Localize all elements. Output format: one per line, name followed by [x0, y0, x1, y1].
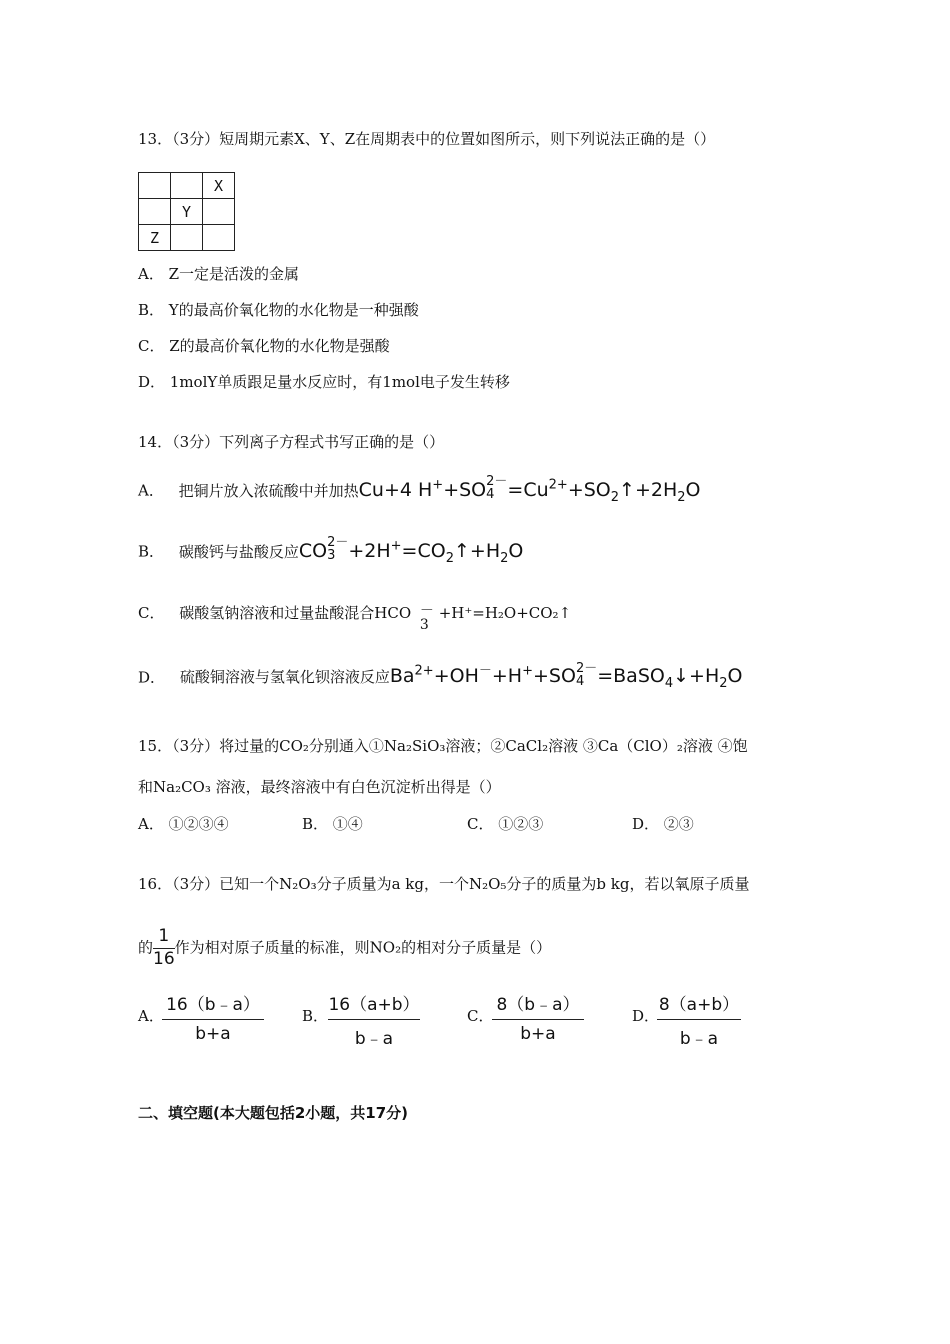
- fraction-1-16: [153, 928, 175, 969]
- q16-option-b-label: B．: [302, 1007, 329, 1025]
- option-text: 碳酸钙与盐酸反应: [178, 542, 299, 561]
- grid-cell-y: Y: [171, 199, 203, 225]
- grid-cell: [139, 173, 171, 199]
- grid-cell: [171, 173, 203, 199]
- q15-option-c: C． ①②③: [467, 815, 544, 833]
- grid-cell: [171, 225, 203, 251]
- q16-line1: 16．（3分）已知一个N₂O₃分子质量为a kg，一个N₂O₅分子的质量为b kg，若以氧原子质量: [138, 875, 750, 893]
- line2-prefix: 的: [138, 938, 154, 957]
- q14-option-c: [138, 600, 572, 633]
- option-text: 硫酸铜溶液与氢氧化钡溶液反应: [179, 668, 390, 687]
- option-text: 碳酸氢钠溶液和过量盐酸混合HCO: [179, 604, 412, 622]
- section-heading: 二、填空题(本大题包括2小题，共17分): [138, 1104, 409, 1122]
- q14-option-b: [138, 535, 524, 566]
- grid-cell: [203, 199, 235, 225]
- option-label: B．: [138, 542, 165, 561]
- q16-option-d-fraction: [657, 990, 741, 1049]
- numerator: 16（b﹣a）: [166, 995, 260, 1015]
- q13-option-b: B． Y的最高价氧化物的水化物是一种强酸: [138, 301, 419, 319]
- q16-option-c-label: C．: [467, 1007, 494, 1025]
- numerator: 8（b﹣a）: [496, 995, 580, 1015]
- q16-option-a-fraction: [162, 990, 264, 1044]
- line2-suffix: 作为相对原子质量的标准，则NO₂的相对分子质量是（）: [174, 938, 552, 957]
- equation-tail: +H⁺=H₂O+CO₂↑: [438, 604, 572, 622]
- q15-option-d: D． ②③: [632, 815, 694, 833]
- q16-option-a-label: A．: [138, 1007, 164, 1025]
- periodic-table-grid: [138, 172, 235, 251]
- q16-option-b-fraction: [328, 990, 420, 1049]
- q13-option-a: A． Z一定是活泼的金属: [138, 265, 300, 283]
- numerator: 8（a+b）: [658, 995, 740, 1015]
- q13-stem: 13．（3分）短周期元素X、Y、Z在周期表中的位置如图所示，则下列说法正确的是（）: [138, 130, 716, 148]
- grid-cell: [139, 199, 171, 225]
- numerator: 16（a+b）: [328, 995, 420, 1015]
- q13-option-d: D． 1molY单质跟足量水反应时，有1mol电子发生转移: [138, 373, 510, 391]
- q16-option-c-fraction: [492, 990, 584, 1044]
- equation: $Ba^{2+}+OH^-+H^++SO$ 2－ 4 $=BaSO_4↓+H_2O$: [389, 660, 743, 692]
- fraction-numerator: 1: [158, 926, 170, 946]
- option-text: 把铜片放入浓硫酸中并加热: [178, 481, 359, 500]
- denominator: b+a: [520, 1024, 556, 1044]
- equation: Cu+4 H++SO 2－ 4 $=Cu^{2+}+SO_2↑+2H_2O$: [358, 474, 701, 505]
- denominator: b﹣a: [679, 1029, 719, 1049]
- denominator: b+a: [195, 1024, 231, 1044]
- charge-stack: － 3: [419, 603, 434, 633]
- denominator: b﹣a: [354, 1029, 394, 1049]
- grid-cell-z: Z: [139, 225, 171, 251]
- equation: CO 2－ 3 $+2H^+=CO_2↑+H_2O$: [298, 535, 524, 566]
- q15-line1: 15．（3分）将过量的CO₂分别通入①Na₂SiO₃溶液；②CaCl₂溶液 ③Ca（ClO）₂溶液 ④饱: [138, 737, 748, 755]
- q13-option-c: C． Z的最高价氧化物的水化物是强酸: [138, 337, 390, 355]
- fraction-denominator: 16: [153, 948, 175, 969]
- q15-line2: 和Na₂CO₃ 溶液，最终溶液中有白色沉淀析出得是（）: [138, 778, 501, 796]
- q15-option-a: A． ①②③④: [138, 815, 229, 833]
- grid-cell-x: X: [203, 173, 235, 199]
- q14-option-d: [138, 660, 743, 691]
- q16-line2: [138, 928, 551, 969]
- option-label: D．: [138, 668, 166, 687]
- q14-option-a: [138, 474, 701, 505]
- grid-cell: [203, 225, 235, 251]
- option-label: A．: [138, 481, 164, 500]
- option-label: C．: [138, 604, 165, 622]
- q15-option-b: B． ①④: [302, 815, 363, 833]
- q14-stem: 14．（3分）下列离子方程式书写正确的是（）: [138, 433, 445, 451]
- q16-option-d-label: D．: [632, 1007, 660, 1025]
